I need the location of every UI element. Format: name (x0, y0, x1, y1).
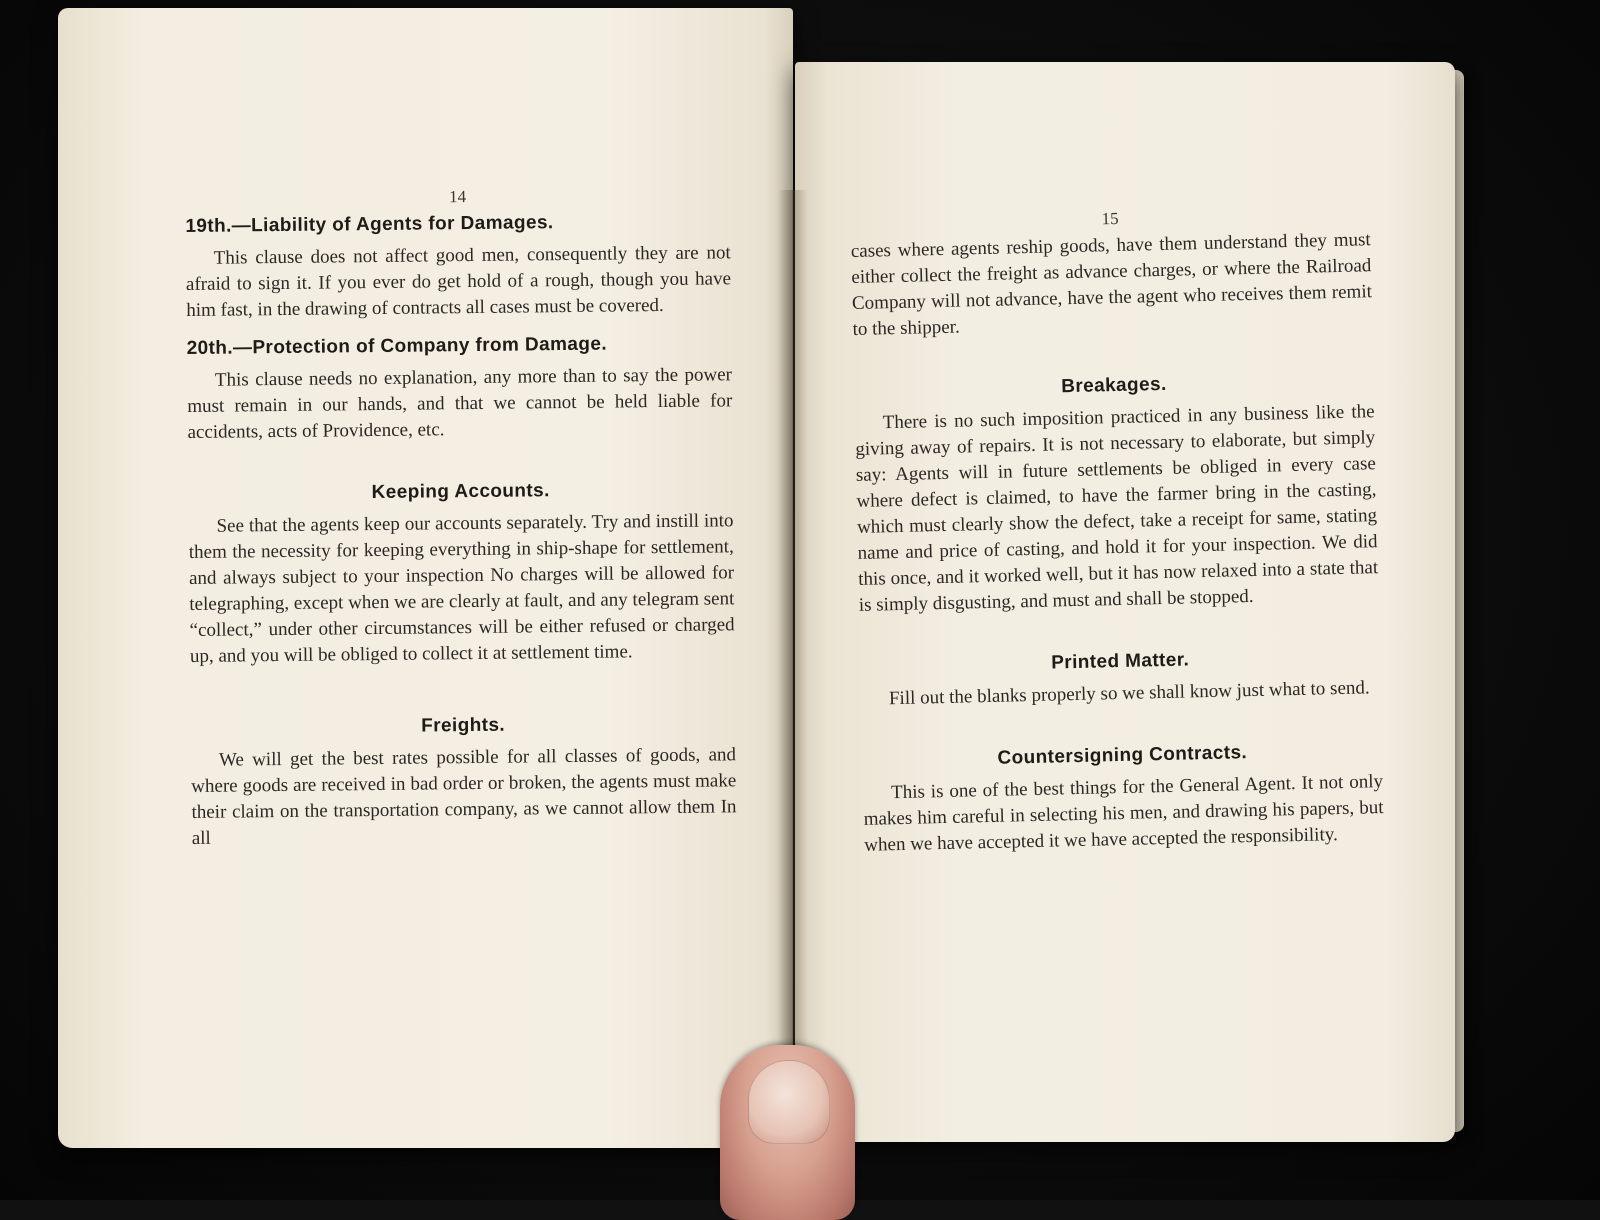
thumb-nail (748, 1060, 830, 1144)
paragraph-countersigning: This is one of the best things for the General Agent. It not only makes him careful in selecting his men, and drawing his papers, but when we have accepted it we have accepted the responsibility. (863, 771, 1384, 856)
page-number-right: 15 (1101, 208, 1119, 229)
left-page-text (185, 184, 737, 874)
paragraph-printed-matter: Fill out the blanks properly so we shall know just what to send. (888, 677, 1370, 710)
page-number-left: 14 (448, 187, 467, 207)
paragraph-continuation: cases where agents reship goods, have them understand they must either collect the freight as advance charges, or where the Railroad Company will not advance, have the agent who receives them remit to the shipper. (850, 229, 1373, 340)
section-heading-freights: Freights. (421, 714, 506, 737)
paragraph-freights: We will get the best rates possible for all classes of goods, and where goods are received in bad order or broken, the agents must make their claim on the transportation company, as we cannot allow them In all (191, 744, 737, 849)
right-page-text (850, 203, 1385, 881)
paragraph-liability: This clause does not affect good men, consequently they are not afraid to sign it. If you ever do get hold of a rough, though you have him fast, in the drawing of contracts all cases must be covered. (185, 242, 732, 321)
book-gutter (778, 190, 808, 1090)
paragraph-keeping-accounts: See that the agents keep our accounts separately. Try and instill into them the necessity for keeping everything in ship-shape for settlement, and always subject to your inspection No charges will be allowed for telegraphing, except when we are clearly at fault, and any telegram sent “collect,” under other circumstances will be either refused or charged up, and you will be obliged to collect it at settlement time. (188, 510, 735, 667)
paragraph-breakages: There is no such imposition practiced in any business like the giving away of repairs. It is not necessary to elaborate, but simply say: Agents will in future settlements be obliged in every case where defect is claimed, to have the farmer bring in the casting, which must clearly show the defect, take a receipt for same, stating name and price of casting, and hold it for your inspection. We did this once, and it worked well, but it has now relaxed into a state that is simply disgusting, and must and shall be stopped. (855, 401, 1379, 616)
section-heading-protection: 20th.—Protection of Company from Damage. (186, 333, 608, 359)
section-heading-printed-matter: Printed Matter. (1050, 649, 1190, 674)
section-heading-keeping-accounts: Keeping Accounts. (371, 480, 550, 504)
section-heading-liability: 19th.—Liability of Agents for Damages. (185, 212, 554, 237)
paragraph-protection: This clause needs no explanation, any more than to say the power must remain in our hands, and that we cannot be held liable for accidents, acts of Providence, etc. (187, 364, 733, 443)
section-heading-breakages: Breakages. (1061, 373, 1167, 398)
section-heading-countersigning: Countersigning Contracts. (997, 742, 1248, 769)
